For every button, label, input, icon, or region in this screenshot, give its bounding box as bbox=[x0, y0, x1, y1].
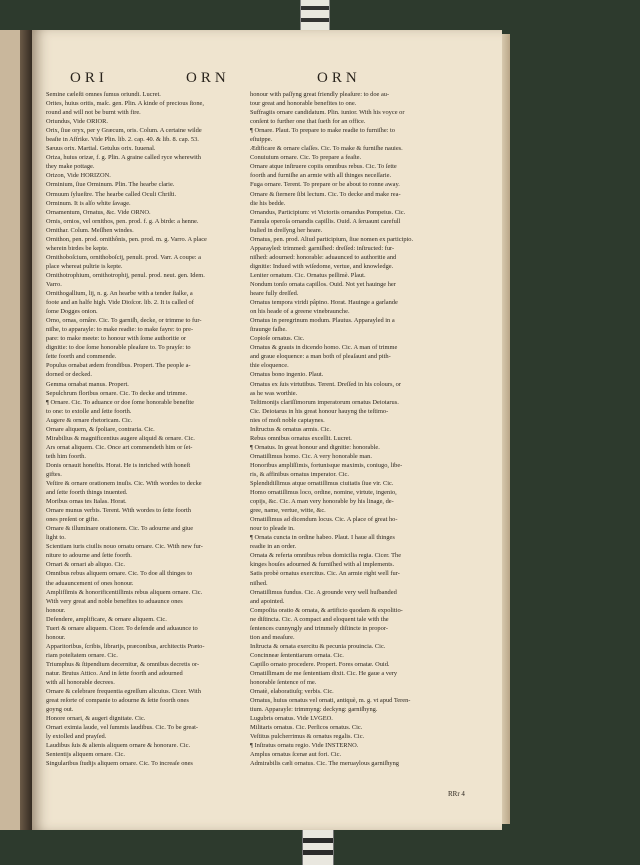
entry-line: Moribus ornas tes Italas. Horat. bbox=[46, 498, 127, 506]
entry-line: Honoribus ampliſſimis, fortunisque maximis, coniugo, libe- bbox=[250, 461, 403, 469]
entry-line: Compoſita oratio & ornata, & artificio quodam & expolitio- bbox=[250, 606, 403, 614]
entry-line: ly extolled and prayſed. bbox=[46, 733, 107, 741]
entry-line: Omnibus rebus aliquem ornare. Cic. To doe all thinges to bbox=[46, 570, 193, 578]
entry-line: dorned or decked. bbox=[46, 371, 92, 379]
entry-line: gree, name, vertue, witte, &c. bbox=[250, 507, 326, 515]
entry-line: and graue eloquence: a man both of pleaſaunt and pith- bbox=[250, 353, 391, 361]
entry-line: and apointed. bbox=[250, 597, 285, 605]
entry-line: goyng out. bbox=[46, 706, 74, 714]
entry-line: Concinneæ ſententiarum ornata. Cic. bbox=[250, 651, 344, 659]
entry-line: Varro. bbox=[46, 280, 62, 288]
entry-line: Ornare munus verbis. Terent. With wordes to ſette foorth bbox=[46, 507, 191, 515]
entry-line: Ædificare & ornare claſſes. Cic. To make & furniſhe nauies. bbox=[250, 145, 403, 153]
entry-line: ſentences cunnyngly and trimmely diſtincte in propor- bbox=[250, 624, 388, 632]
page-block-edge bbox=[502, 34, 510, 824]
entry-line: Defendere, amplificare, & ornare aliquem. Cic. bbox=[46, 615, 167, 623]
entry-line: Oriza, huius orizæ, f. g. Plin. A graine called ryce wherewith bbox=[46, 154, 201, 162]
entry-line: beaſte in Affrike. Vide Plin. lib. 2. cap. 40. & lib. 8. cap. 53. bbox=[46, 136, 199, 144]
entry-line: Splendidiſſimus atque ornatiſſimus ciuitatis ſiue vir. Cic. bbox=[250, 480, 394, 488]
scale-ruler-bottom bbox=[302, 830, 334, 865]
entry-line: Orminium, ſiue Orminum. Plin. The hearbe clarie. bbox=[46, 181, 175, 189]
entry-line: ¶ Ornare. Plaut. To prepare to make readie to furniſhe: to bbox=[250, 127, 396, 135]
entry-line: thie eloquence. bbox=[250, 362, 289, 370]
entry-line: riam poteſtatem ornare. Cic. bbox=[46, 651, 118, 659]
entry-line: Ornari & ornari ab aliquo. Cic. bbox=[46, 561, 125, 569]
entry-line: Inſtructa & ornata exercitu & pecunia prouincia. Cic. bbox=[250, 642, 386, 650]
entry-line: Orno, ornas, ornâre. Cic. To garniſh, decke, or trimme to fur- bbox=[46, 317, 202, 325]
entry-line: Nondum tonſo ornata capillos. Ouid. Not yet hauinge her bbox=[250, 280, 396, 288]
entry-line: eſtuippe. bbox=[250, 136, 273, 144]
dictionary-column-right bbox=[250, 90, 478, 769]
entry-line: Amplus ornatus ſcenæ aut fori. Cic. bbox=[250, 751, 342, 759]
entry-line: Capillo ornato procedere. Propert. Fores ornatæ. Ouid. bbox=[250, 660, 390, 668]
entry-line: Ornandus, Participium: vt Victoriis ornandus Pompeius. Cic. bbox=[250, 208, 406, 216]
entry-line: Ornare aliquem, & ſpoliare, contraria. Cic. bbox=[46, 425, 155, 433]
entry-line: Orites, huius oritis, maſc. gen. Plin. A kinde of precious ſtone, bbox=[46, 100, 204, 108]
entry-line: Honore ornari, & augeri dignitate. Cic. bbox=[46, 715, 146, 723]
entry-line: round and will not be burnt with fire. bbox=[46, 109, 141, 117]
running-head-left-a: ORI bbox=[70, 70, 108, 86]
entry-line: Ornatè, elaboratiuſq; verbis. Cic. bbox=[250, 688, 334, 696]
signature-mark: RRr 4 bbox=[448, 790, 465, 798]
entry-line: Orminum. It is alſo white ſavage. bbox=[46, 199, 131, 207]
entry-line: natur. Brutus Attico. And in ſette foorth and adourned bbox=[46, 670, 183, 677]
entry-line: Oriundus, Vide ORIOR. bbox=[46, 118, 108, 126]
entry-line: Apparayled: trimmed: garniſhed: dreſſed: inſtructed: fur- bbox=[250, 244, 395, 252]
entry-line: Ornare & illuminare orationem. Cic. To adourne and giue bbox=[46, 525, 194, 533]
entry-line: conſent to further one that ſueth for an office. bbox=[250, 118, 366, 126]
entry-line: to one: to extolle and ſette foorth. bbox=[46, 407, 132, 415]
entry-line: niſhed: adourned: honorable: aduaunced to authoritie and bbox=[250, 253, 397, 261]
entry-line: Teſtimonijs clariſſimorum imperatorum ornatus Deiotarus. bbox=[250, 398, 399, 406]
entry-line: Ornatus in peregrinum modum. Plautus. Apparayled in a bbox=[250, 317, 395, 325]
entry-line: ſette foorth and commende. bbox=[46, 353, 117, 361]
entry-line: Veſtire & ornare orationem inuſis. Cic. With wordes to decke bbox=[46, 480, 202, 488]
entry-line: Sepulchrum floribus ornare. Cic. To decke and trimme. bbox=[46, 389, 188, 397]
entry-line: copijs, &c. Cic. A man very honorable by his linage, de- bbox=[250, 498, 394, 506]
entry-line: niſhe, to apparayle: to make readie: to make fayre: to pre- bbox=[46, 326, 194, 334]
entry-line: Amplifſimis & honorificentiſſimis rebus aliquem ornare. Cic. bbox=[46, 588, 203, 596]
entry-line: Copioſe ornatus. Cic. bbox=[250, 335, 305, 343]
entry-line: tour great and honorable benefites to one. bbox=[250, 100, 357, 108]
entry-line: Homo ornatiſſimus loco, ordine, nomine, virtute, ingenio, bbox=[250, 489, 397, 497]
entry-line: Apparitoribus, ſcribis, librarijs, præconibus, architectis Præto- bbox=[46, 642, 205, 650]
entry-line: Orizon, Vide HORIZON. bbox=[46, 172, 111, 180]
entry-line: Triumphus & ſtipendium decernitur, & omnibus decretis or- bbox=[46, 660, 200, 668]
entry-line: wherein birdes be kepte. bbox=[46, 244, 109, 252]
entry-line: Ornatus tempora viridi pâpino. Horat. Hauinge a garlande bbox=[250, 299, 398, 307]
entry-line: dignitie: Indued with wiſedome, vertue, and knowledge. bbox=[250, 262, 394, 270]
entry-line: Singularibus ſtudijs aliquem ornare. Cic. To increaſe ones bbox=[46, 760, 193, 768]
entry-line: Mirabilius & magnificentius augere aliquid & ornare. Cic. bbox=[46, 434, 195, 442]
entry-line: nour to pleade in. bbox=[250, 525, 295, 533]
entry-line: Ornari eximia laude, vel ſummis laudibus. Cic. To be great- bbox=[46, 724, 199, 732]
entry-line: with all honorable decrees. bbox=[46, 679, 115, 687]
entry-line: nies of moſt noble captaynes. bbox=[250, 416, 325, 424]
entry-line: foote and an halfe high. Vide Dioſcor. lib. 2. It is called of bbox=[46, 299, 194, 307]
entry-line: honour. bbox=[46, 633, 66, 641]
entry-line: Ornatiſſimam de me ſententiam dixit. Cic. He gaue a very bbox=[250, 670, 398, 677]
entry-line: ¶ Ornare. Cic. To aduance or doe ſome honorable benefite bbox=[46, 398, 195, 406]
entry-line: Ornamentum, Ornatus, &c. Vide ORNO. bbox=[46, 208, 151, 216]
entry-line: teth him foorth. bbox=[46, 452, 86, 460]
entry-line: Famula operoſa ornandis capillis. Ouid. A ſeruaunt carefull bbox=[250, 217, 401, 225]
entry-line: Semine cæleſti omnes ſumus oriundi. Lucret. bbox=[46, 91, 161, 98]
entry-line: ¶ Inſtratus ornatu regio. Vide INSTERNO. bbox=[250, 742, 359, 750]
entry-line: Scientiam iuris ciuilis nouo ornatu ornare. Cic. With new fur- bbox=[46, 543, 203, 551]
entry-line: honorable ſentence of me. bbox=[250, 679, 317, 687]
running-head-left-b: ORN bbox=[186, 70, 230, 86]
entry-line: Augere & ornare rhetoricam. Cic. bbox=[46, 416, 133, 424]
entry-line: buſied in dreſſyng her heare. bbox=[250, 226, 323, 234]
entry-line: ¶ Ornatus. In great honour and dignitie: honorable. bbox=[250, 443, 380, 451]
entry-line: ſome Dogges onion. bbox=[46, 308, 98, 316]
entry-line: Ornatus, huius ornatus vel ornati, antiquè, m. g. vt apud Teren- bbox=[250, 697, 411, 705]
entry-line: Ornata & referta omnibus rebus domicilia regia. Cicer. The bbox=[250, 552, 402, 560]
entry-line: Tueri & ornare aliquem. Cicer. To defende and aduaunce to bbox=[46, 624, 198, 632]
entry-line: honour with paſſyng great friendly pleaſure: to doe au- bbox=[250, 91, 390, 98]
entry-line: Satis probè ornatus exercitus. Cic. An armie right well fur- bbox=[250, 570, 400, 578]
scale-ruler-top bbox=[300, 0, 330, 30]
entry-line: Ornithogallium, lij, n. g. An hearbe with a tender ſtalke, a bbox=[46, 290, 193, 298]
entry-line: Fuga ornare. Terent. To prepare or be about to ronne away. bbox=[250, 181, 400, 189]
entry-line: Ornithar. Colum. Meſſhen windes. bbox=[46, 226, 134, 234]
entry-line: Rebus omnibus ornatus excellit. Lucret. bbox=[250, 434, 352, 442]
entry-line: place whereat pultrie is kepte. bbox=[46, 262, 123, 270]
entry-line: Ornatus & grauis in dicendo homo. Cic. A man of trimme bbox=[250, 344, 398, 352]
entry-line: Conuiuium ornare. Cic. To prepare a feaſte. bbox=[250, 154, 362, 162]
entry-line: they make pottage. bbox=[46, 163, 95, 171]
entry-line: honour. bbox=[46, 606, 66, 614]
entry-line: Ornatiſſimus fundus. Cic. A grounde very well huſbanded bbox=[250, 588, 397, 596]
entry-line: readie in an order. bbox=[250, 543, 297, 551]
entry-line: Leniter ornatum. Cic. Ornatus peſſimè. Plaut. bbox=[250, 271, 366, 279]
entry-line: Ornis, ornios, vel ornithos, pen. prod. f. g. A birde: a henne. bbox=[46, 217, 199, 225]
entry-line: Ornare & ſternere ſibi lectum. Cic. To decke and make rea- bbox=[250, 190, 401, 198]
entry-line: dignitie: to doe ſome honorable pleaſure to. To prayſe: to bbox=[46, 344, 191, 352]
entry-line: Ornatus bono ingenio. Plaut. bbox=[250, 371, 324, 379]
entry-line: Orix, ſiue oryx, per y Græcum, oris. Colum. A certaine wilde bbox=[46, 127, 202, 135]
entry-line: Suffragiis ornare candidatum. Plin. iunior. With his voyce or bbox=[250, 109, 405, 117]
entry-line: light to. bbox=[46, 534, 66, 542]
dictionary-column-left bbox=[46, 90, 246, 769]
entry-line: ris, & affinibus ornatus imperator. Cic. bbox=[250, 470, 349, 478]
entry-line: niture to adourne and ſette foorth. bbox=[46, 552, 132, 560]
entry-line: Cic. Deiotarus in his great honour hauyng the teſtimo- bbox=[250, 407, 389, 415]
entry-line: and ſette foorth things inuented. bbox=[46, 489, 128, 497]
entry-line: Ars ornat aliquem. Cic. Once art commendeth him or ſet- bbox=[46, 443, 193, 451]
entry-line: Donis ornauit honeſtis. Horat. He is inriched with honeſt bbox=[46, 461, 191, 469]
entry-line: die his bedde. bbox=[250, 199, 286, 207]
entry-line: Inſtructus & ornatus armis. Cic. bbox=[250, 425, 331, 433]
entry-line: the aduauncement of ones honour. bbox=[46, 579, 134, 587]
entry-line: Admirabilis cæli ornatus. Cic. The meruaylous garniſhyng bbox=[250, 760, 399, 768]
entry-line: ſtraunge faſhe. bbox=[250, 326, 287, 334]
entry-line: ¶ Ornata cuncta in ordine habeo. Plaut. I haue all thinges bbox=[250, 534, 395, 542]
entry-line: kinges houſes adourned & furniſhed with al implements. bbox=[250, 561, 395, 569]
entry-line: niſhed. bbox=[250, 579, 268, 587]
entry-line: Ornithotrophium, ornithotrophij, penul. prod. neut. gen. Idem. bbox=[46, 271, 205, 279]
entry-line: great reſorte of companie to adourne & ſette foorth ones bbox=[46, 697, 189, 705]
entry-line: Laudibus ſuis & alienis aliquem ornare & honorare. Cic. bbox=[46, 742, 191, 750]
entry-line: ne diſtincta. Cic. A compact and eloquent tale with the bbox=[250, 615, 389, 623]
entry-line: pare: to make meete: to honour with ſome authoritie or bbox=[46, 335, 187, 343]
entry-line: Ornatiſſimus ad dicendum locus. Cic. A place of great ho- bbox=[250, 516, 398, 524]
entry-line: ones preſent or gifte. bbox=[46, 516, 99, 524]
entry-line: Veſtitus pulcherrimus & ornatus regalis. Cic. bbox=[250, 733, 365, 741]
entry-line: Ormuum ſylueſtre. The hearbe called Oculi Chriſti. bbox=[46, 190, 177, 198]
entry-line: Ornare atque inſtruere copiis omnibus rebus. Cic. To ſette bbox=[250, 163, 397, 171]
entry-line: as he was worthie. bbox=[250, 389, 298, 397]
entry-line: Ornithoboſcium, ornithoboſcij, penult. prod. Varr. A coupe: a bbox=[46, 253, 202, 261]
entry-line: on his heade of a greene vinebraunche. bbox=[250, 308, 350, 316]
entry-line: tion and meaſure. bbox=[250, 633, 295, 641]
entry-line: Ornare & celebrare frequentia egreſſum alicuius. Cicer. With bbox=[46, 688, 201, 696]
entry-line: Militaris ornatus. Cic. Perſicos ornatus. Cic. bbox=[250, 724, 363, 732]
entry-line: heare fully dreſſed. bbox=[250, 290, 299, 298]
entry-line: Sæuus orix. Martial. Getulus orix. Iuuenal. bbox=[46, 145, 156, 153]
entry-line: Lugubris ornatus. Vide LVGEO. bbox=[250, 715, 333, 723]
entry-line: Ornatus ex ſuis virtutibus. Terent. Dreſſed in his colours, or bbox=[250, 380, 402, 388]
entry-line: With very great and noble benefites to aduaunce ones bbox=[46, 597, 183, 605]
entry-line: Ornithon, pen. prod. ornithônis, pen. prod. m. g. Varro. A place bbox=[46, 235, 207, 243]
entry-line: Sententijs aliquem ornare. Cic. bbox=[46, 751, 125, 759]
entry-line: foorth and furniſhe an armie with all thinges neceſſarie. bbox=[250, 172, 392, 180]
entry-line: Populus ornabat ædem frondibus. Propert. The people a- bbox=[46, 362, 191, 370]
entry-line: Ornatus, pen. prod. Aliud participium, ſiue nomen ex participio. bbox=[250, 235, 414, 243]
entry-line: Ornatiſſimus homo. Cic. A very honorable man. bbox=[250, 452, 372, 460]
running-head-right: ORN bbox=[317, 70, 361, 86]
entry-line: Gemma ornabat manus. Propert. bbox=[46, 380, 129, 388]
entry-line: tium. Apparayle: trimmyng: deckyng: garniſhyng. bbox=[250, 706, 378, 714]
entry-line: giftes. bbox=[46, 470, 62, 478]
